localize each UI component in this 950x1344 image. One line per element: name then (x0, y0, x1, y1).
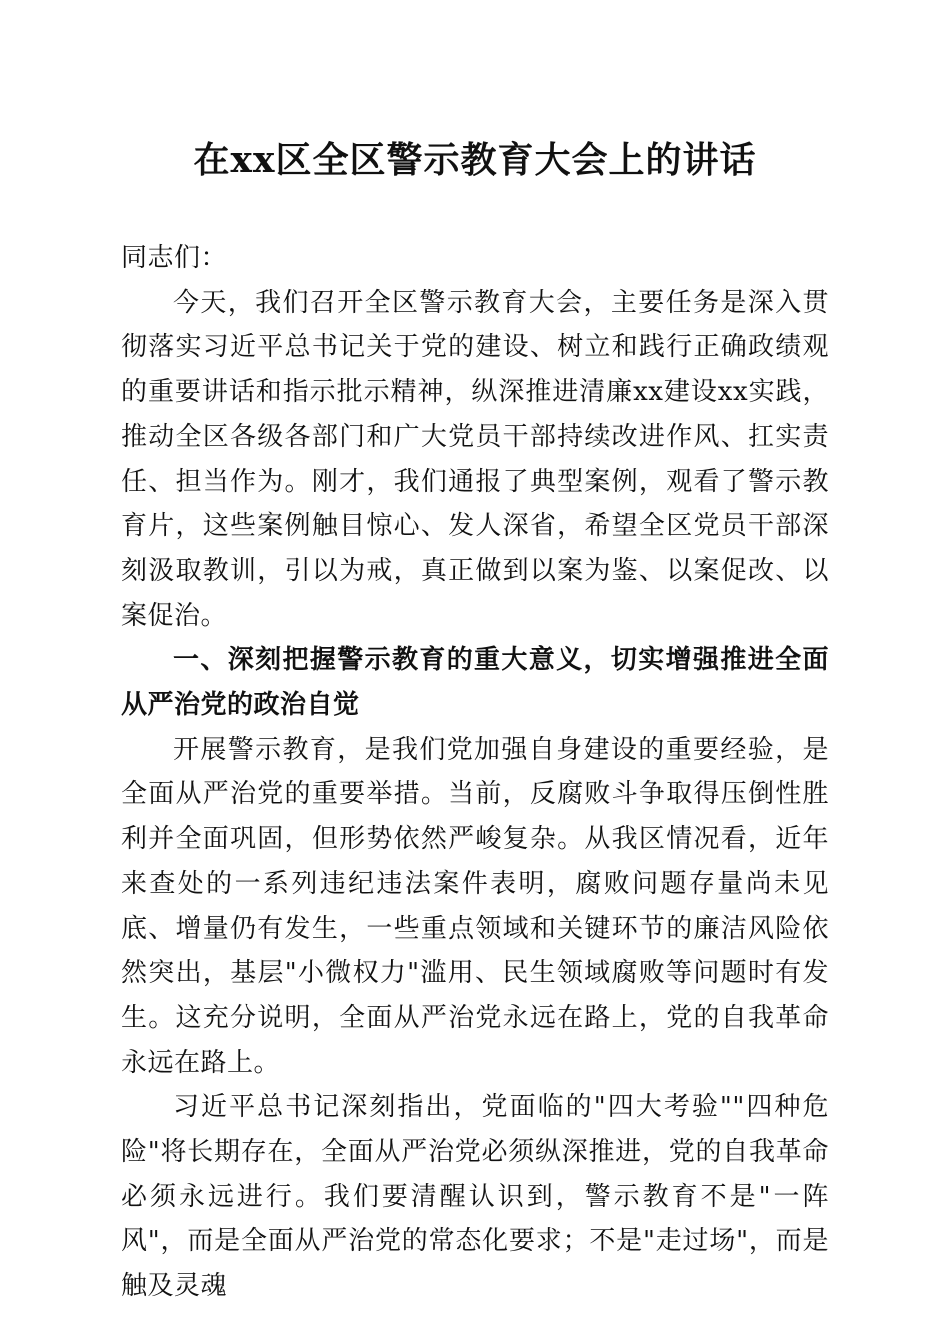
section1-paragraph-2: 习近平总书记深刻指出，党面临的"四大考验""四种危险"将长期存在，全面从严治党必须纵深推进，党的自我革命必须永远进行。我们要清醒认识到，警示教育不是"一阵风"，而是全面从严治党的常态化要求；不是"走过场"，而是触及灵魂 (121, 1092, 829, 1302)
section-heading-1: 一、深刻把握警示教育的重大意义，切实增强推进全面从严治党的政治自觉 (121, 645, 829, 721)
document-title: 在xx区全区警示教育大会上的讲话 (193, 139, 757, 181)
section1-paragraph-1: 开展警示教育，是我们党加强自身建设的重要经验，是全面从严治党的重要举措。当前，反腐败斗争取得压倒性胜利并全面巩固，但形势依然严峻复杂。从我区情况看，近年来查处的一系列违纪违法案件表明，腐败问题存量尚未见底、增量仍有发生，一些重点领域和关键环节的廉洁风险依然突出，基层"小微权力"滥用、民生领域腐败等问题时有发生。这充分说明，全面从严治党永远在路上，党的自我革命永远在路上。 (121, 734, 829, 1078)
document-body (121, 236, 829, 1309)
salutation: 同志们： (121, 243, 228, 273)
opening-paragraph: 今天，我们召开全区警示教育大会，主要任务是深入贯彻落实习近平总书记关于党的建设、树立和践行正确政绩观的重要讲话和指示批示精神，纵深推进清廉xx建设xx实践，推动全区各级各部门和广大党员干部持续改进作风、扛实责任、担当作为。刚才，我们通报了典型案例，观看了警示教育片，这些案例触目惊心、发人深省，希望全区党员干部深刻汲取教训，引以为戒，真正做到以案为鉴、以案促改、以案促治。 (121, 287, 829, 631)
